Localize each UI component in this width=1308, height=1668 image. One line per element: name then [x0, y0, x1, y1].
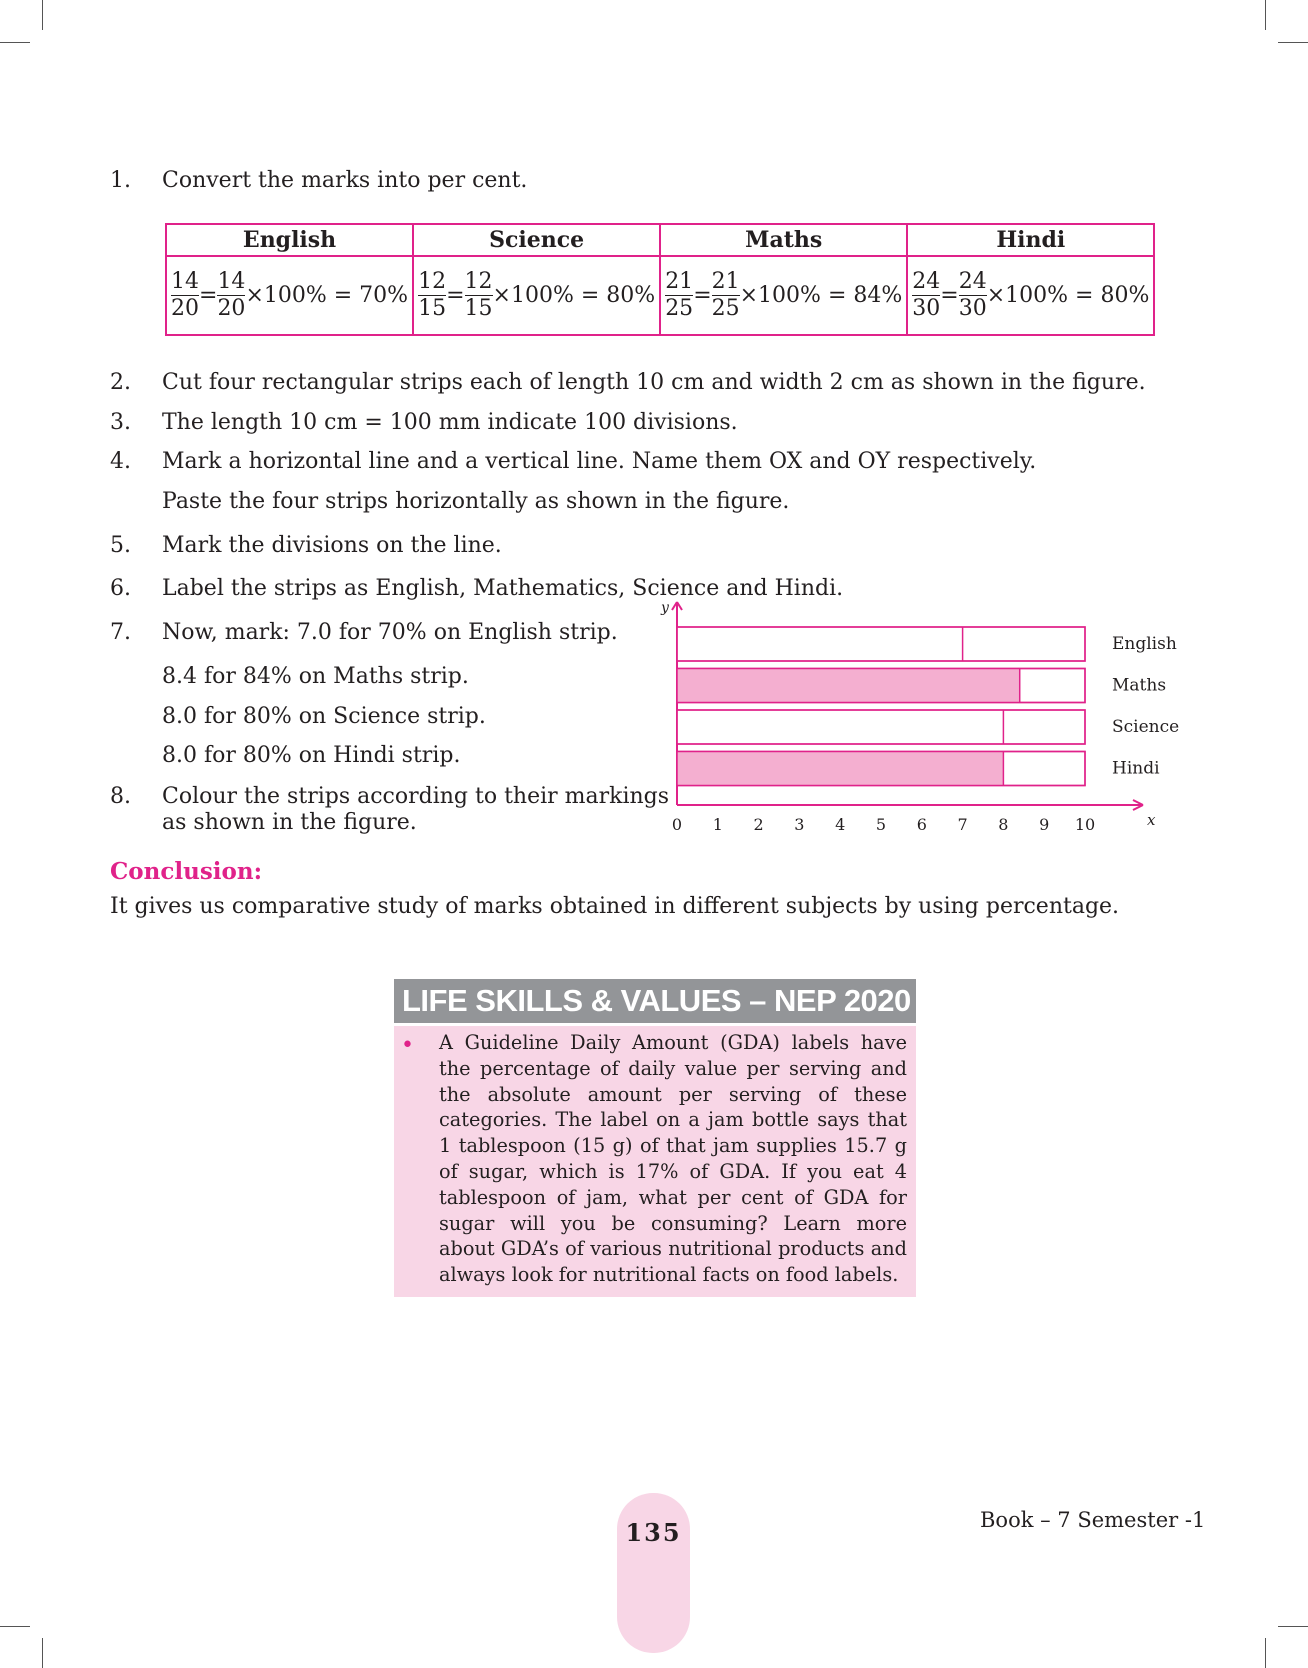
crop-mark: [42, 0, 43, 30]
life-skills-text: A Guideline Daily Amount (GDA) labels have the percentage of daily value per serving and the absolute amount per serving of these categories. The label on a jam bottle says that 1 tablespoon (15 g) of that jam supplies 15.7 g of sugar, which is 17% of GDA. If you eat 4 tablespoon of jam, what per cent of GDA for sugar will you be consuming? Learn more about GDA’s of various nutritional products and always look for nutritional facts on food labels.: [439, 1031, 907, 1287]
step-3: 3. The length 10 cm = 100 mm indicate 100 divisions.: [110, 410, 738, 435]
x-tick-label: 1: [712, 815, 723, 834]
x-tick-label: 8: [998, 815, 1009, 834]
y-axis-label: y: [661, 600, 669, 616]
step-1: 1. Convert the marks into per cent.: [110, 168, 528, 193]
table-header-science: Science: [413, 224, 660, 256]
strip-fill-hindi: [677, 752, 1003, 786]
step-7: 7. Now, mark: 7.0 for 70% on English strip.: [110, 620, 618, 645]
x-tick-label: 0: [671, 815, 683, 834]
crop-mark: [0, 42, 30, 43]
table-cell-science: $\frac{12}{15}$ = $\frac{12}{15}$ ×100% = 80%: [413, 256, 660, 335]
x-tick-label: 4: [835, 815, 846, 834]
strip-label-english: English: [1112, 634, 1177, 654]
x-tick-label: 10: [1074, 815, 1096, 834]
step-5: 5. Mark the divisions on the line.: [110, 533, 502, 558]
table-cell-english: $\frac{14}{20}$ = $\frac{14}{20}$ ×100% = 70%: [166, 256, 413, 335]
table-cell-hindi: $\frac{24}{30}$ = $\frac{24}{30}$ ×100% = 80%: [907, 256, 1154, 335]
crop-mark: [1265, 0, 1266, 30]
x-tick-label: 3: [794, 815, 805, 834]
x-tick-label: 2: [753, 815, 764, 834]
table-header-hindi: Hindi: [907, 224, 1154, 256]
book-footer: Book – 7 Semester -1: [980, 1508, 1206, 1532]
x-axis-label: x: [1147, 811, 1156, 829]
page-number: 135: [625, 1518, 682, 1547]
table-header-maths: Maths: [660, 224, 907, 256]
x-tick-label: 9: [1039, 815, 1050, 834]
strip-science: [677, 710, 1085, 744]
step-6: 6. Label the strips as English, Mathematics, Science and Hindi.: [110, 576, 844, 601]
strip-label-hindi: Hindi: [1112, 758, 1160, 779]
strip-label-science: Science: [1112, 717, 1180, 737]
page-number-tab: [617, 1493, 690, 1653]
strip-bar-chart: [640, 600, 1200, 840]
crop-mark: [42, 1638, 43, 1668]
life-skills-title: LIFE SKILLS & VALUES – NEP 2020: [394, 979, 916, 1023]
x-tick-label: 6: [916, 815, 927, 834]
table-header-english: English: [166, 224, 413, 256]
marks-percentage-table: [165, 223, 1155, 336]
crop-mark: [0, 1626, 30, 1627]
step-8: 8. Colour the strips according to their markings: [110, 784, 670, 809]
conclusion-text: It gives us comparative study of marks obtained in different subjects by using percentage.: [110, 894, 1120, 919]
step-7-hindi: 8.0 for 80% on Hindi strip.: [162, 743, 461, 768]
step-4: 4. Mark a horizontal line and a vertical line. Name them OX and OY respectively.: [110, 449, 1037, 474]
table-cell-maths: $\frac{21}{25}$ = $\frac{21}{25}$ ×100% = 84%: [660, 256, 907, 335]
crop-mark: [1278, 1626, 1308, 1627]
strip-english: [677, 627, 1085, 661]
step-2: 2. Cut four rectangular strips each of length 10 cm and width 2 cm as shown in the figure.: [110, 370, 1146, 395]
x-tick-label: 7: [957, 815, 968, 834]
step-7-maths: 8.4 for 84% on Maths strip.: [162, 664, 469, 689]
step-4-continued: Paste the four strips horizontally as shown in the figure.: [162, 489, 790, 514]
conclusion-heading: Conclusion:: [110, 858, 263, 885]
step-7-science: 8.0 for 80% on Science strip.: [162, 704, 486, 729]
x-tick-label: 5: [875, 815, 887, 834]
bullet-icon: •: [401, 1033, 414, 1058]
crop-mark: [1265, 1638, 1266, 1668]
step-8-continued: as shown in the figure.: [162, 810, 417, 835]
strip-label-maths: Maths: [1112, 675, 1167, 696]
crop-mark: [1278, 42, 1308, 43]
strip-fill-maths: [677, 669, 1020, 703]
